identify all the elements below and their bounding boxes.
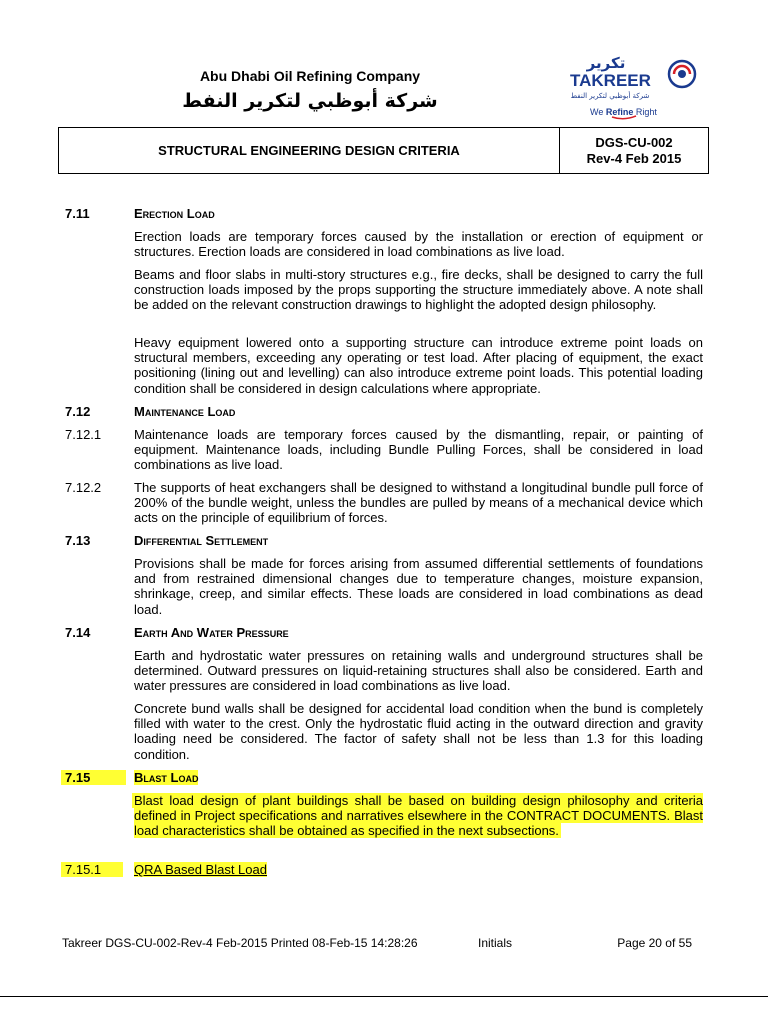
section-heading: Differential Settlement [134, 533, 269, 548]
section-heading-highlight: Blast Load [134, 770, 199, 785]
bottom-rule [0, 996, 768, 997]
section-heading: Erection Load [134, 206, 215, 221]
document-header-box [58, 127, 709, 174]
paragraph: Concrete bund walls shall be designed for accidental load condition when the bund is completely filled with water to the crest. Only the hydrostatic fluid acting in the outward direction and gravity loading need be considered. The factor of safety shall not be less than 1.3 for this loading condition. [134, 701, 703, 762]
company-name-english: Abu Dhabi Oil Refining Company [199, 68, 421, 84]
logo-english-name: TAKREER [570, 71, 651, 90]
takreer-logo-graphic [566, 52, 706, 122]
document-code: DGS-CU-002 [595, 135, 673, 150]
tagline-pre: We [590, 107, 606, 117]
logo-arabic-sub: شركة أبوظبي لتكرير النفط [570, 92, 650, 100]
document-title: STRUCTURAL ENGINEERING DESIGN CRITERIA [158, 143, 460, 158]
highlighted-text: Blast load design of plant buildings shall be based on building design philosophy and criteria defined in Project specifications and narratives elsewhere in the CONTRACT DOCUMENTS. Blast load characteristics shall be obtained as specified in the next subsections. [134, 793, 703, 839]
paragraph: Beams and floor slabs in multi-story structures e.g., fire decks, shall be designed to carry the full construction loads imposed by the props supporting the structure immediately above. A note shall be added on the relevant construction drawings to highlight the adopted design philosophy. [134, 267, 703, 313]
section-heading: Maintenance Load [134, 404, 236, 419]
paragraph: Heavy equipment lowered onto a supporting structure can introduce extreme point loads on structural members, exceeding any operating or test load. After placing of equipment, the exact positioning (lining out and levelling) can also introduce extreme point loads. This potential loading condition shall be considered in design calculations where appropriate. [134, 335, 703, 396]
highlighted-paragraph [134, 793, 703, 839]
section-heading: Earth And Water Pressure [134, 625, 289, 640]
subsection-heading-highlight: QRA Based Blast Load [134, 862, 267, 877]
section-number [65, 770, 126, 785]
footer-page-number: Page 20 of 55 [617, 936, 692, 950]
document-revision: Rev-4 Feb 2015 [586, 151, 682, 166]
takreer-emblem-icon [669, 61, 695, 87]
subsection-number [65, 862, 123, 877]
takreer-logo [566, 52, 706, 122]
section-number-highlight: 7.15 [61, 770, 126, 785]
company-name-arabic: شركة أبوظبي لتكرير النفط [182, 90, 438, 112]
section-heading [134, 770, 198, 785]
section-number: 7.13 [65, 533, 91, 548]
subsection-number: 7.12.2 [65, 480, 102, 495]
logo-arabic-name: تكرير [586, 54, 626, 72]
paragraph: The supports of heat exchangers shall be designed to withstand a longitudinal bundle pull force of 200% of the bundle weight, unless the bundles are pulled by means of a mechanical device which acts on the principle of equilibrium of forces. [134, 480, 703, 526]
footer-print-info: Takreer DGS-CU-002-Rev-4 Feb-2015 Printed 08-Feb-15 14:28:26 [62, 936, 418, 950]
subsection-number: 7.12.1 [65, 427, 102, 442]
section-number: 7.14 [65, 625, 91, 640]
paragraph: Provisions shall be made for forces arising from assumed differential settlements of foundations and from restrained dimensional changes due to temperature changes, moisture expansion, shrinkage, creep, and similar effects. These loads are considered in load combinations as dead load. [134, 556, 703, 617]
section-number: 7.11 [65, 206, 90, 221]
tagline-post: Right [633, 107, 657, 117]
footer-initials: Initials [478, 936, 513, 950]
logo-tagline [590, 107, 657, 117]
paragraph: Erection loads are temporary forces caused by the installation or erection of equipment or structures. Erection loads are considered in load combinations as live load. [134, 229, 703, 260]
subsection-heading [134, 862, 267, 877]
paragraph: Earth and hydrostatic water pressures on retaining walls and underground structures shall be determined. Outward pressures on liquid-retaining structures shall also be considered. Earth and water pressures are considered in load combinations as live load. [134, 648, 703, 694]
document-code-block [560, 135, 708, 167]
paragraph: Maintenance loads are temporary forces caused by the dismantling, repair, or painting of equipment. Maintenance loads, including Bundle Pulling Forces, shall be considered in load combinations as live load. [134, 427, 703, 473]
section-number: 7.12 [65, 404, 91, 419]
tagline-refine: Refine [605, 107, 634, 117]
subsection-number-highlight: 7.15.1 [61, 862, 123, 877]
